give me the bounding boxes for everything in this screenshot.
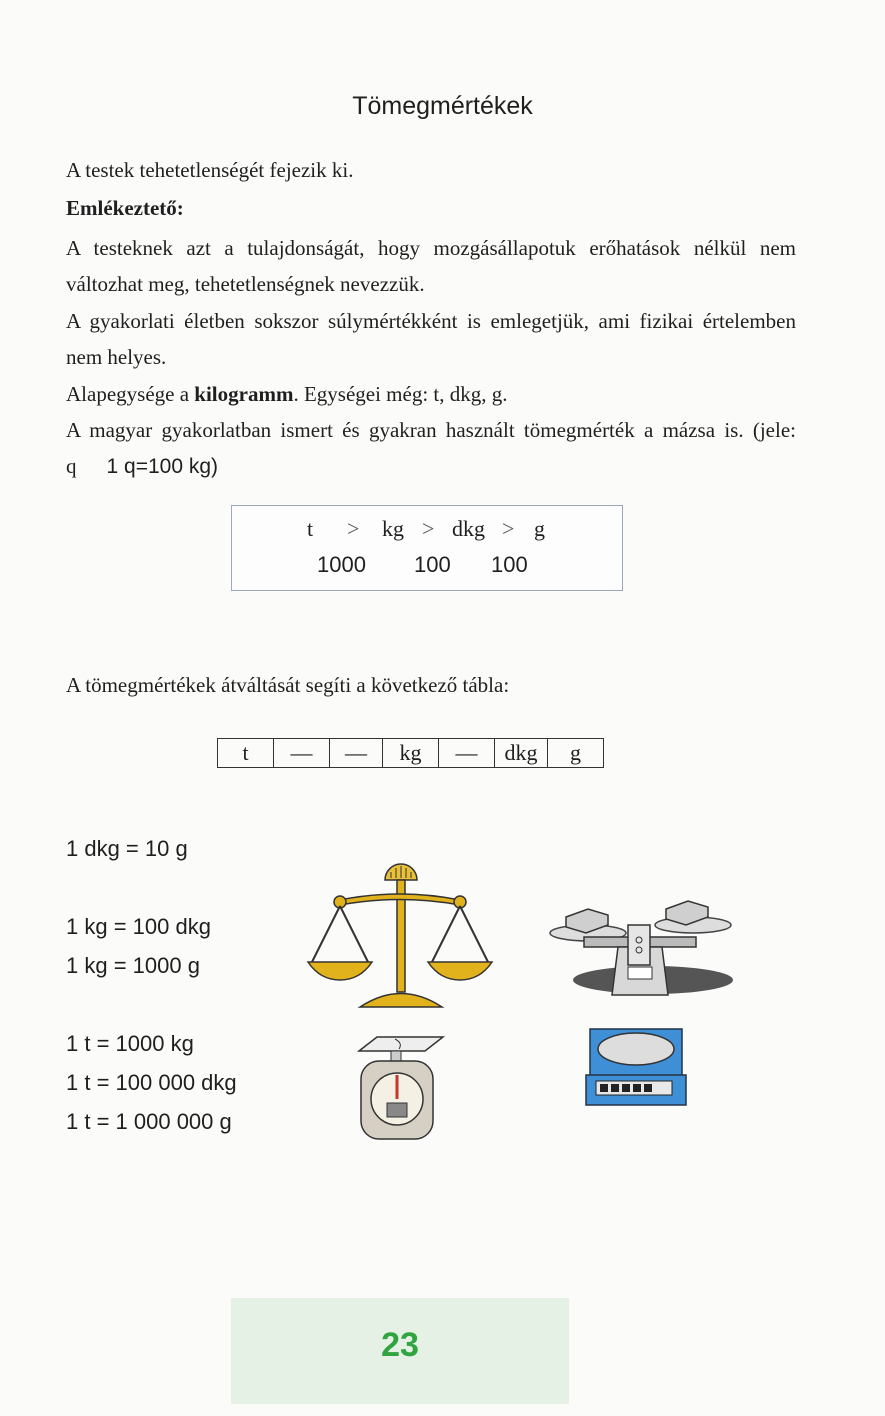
digital-scale-icon <box>584 1025 688 1107</box>
table-cell-t: t <box>218 739 274 768</box>
reminder-heading: Emlékeztető: <box>66 196 184 220</box>
kitchen-scale-icon <box>548 895 738 1005</box>
unit-dkg: dkg <box>452 516 485 541</box>
factor-dkg-g: 100 <box>491 552 528 577</box>
base-unit-prefix: Alapegysége a <box>66 382 195 406</box>
table-cell-blank-1: — <box>274 739 330 768</box>
equality-t-dkg: 1 t = 100 000 dkg <box>66 1070 237 1095</box>
unit-kg: kg <box>382 516 404 541</box>
unit-g: g <box>534 516 545 541</box>
balance-scale-icon <box>300 862 500 1012</box>
page-footer <box>231 1298 569 1404</box>
page-number: 23 <box>381 1326 419 1364</box>
quintal-text: A magyar gyakorlatban ismert és gyakran használt tömegmérték a mázsa is. (jele: q <box>66 418 796 478</box>
unit-gt-2: > <box>422 516 435 541</box>
base-unit-name: kilogramm <box>194 382 294 406</box>
paragraph-base-unit <box>66 376 796 412</box>
table-row <box>218 739 604 768</box>
equality-t-kg: 1 t = 1000 kg <box>66 1031 194 1056</box>
equality-dkg-g: 1 dkg = 10 g <box>66 836 188 861</box>
factor-t-kg: 1000 <box>317 552 366 577</box>
table-cell-blank-3: — <box>439 739 495 768</box>
equality-kg-dkg: 1 kg = 100 dkg <box>66 914 211 939</box>
quintal-equation: 1 q=100 kg) <box>106 455 219 478</box>
table-cell-g: g <box>548 739 604 768</box>
base-unit-suffix: . Egységei még: t, dkg, g. <box>293 382 508 406</box>
unit-gt-3: > <box>502 516 515 541</box>
page-title: Tömegmértékek <box>352 92 533 120</box>
equality-t-g: 1 t = 1 000 000 g <box>66 1109 232 1134</box>
unit-t: t <box>307 516 314 541</box>
table-cell-kg: kg <box>383 739 439 768</box>
table-cell-dkg: dkg <box>495 739 548 768</box>
paragraph-quintal <box>66 412 796 485</box>
table-cell-blank-2: — <box>330 739 383 768</box>
unit-gt-1: > <box>347 516 360 541</box>
paragraph-inertia: A testeknek azt a tulajdonságát, hogy mozgásállapotuk erőhatások nélkül nem változhat meg, tehetetlenségnek nevezzük. <box>66 236 796 296</box>
paragraph-weight: A gyakorlati életben sokszor súlymértékként is emlegetjük, ami fizikai értelemben nem helyes. <box>66 309 796 369</box>
conversion-table <box>217 738 604 768</box>
equality-kg-g: 1 kg = 1000 g <box>66 953 200 978</box>
factor-kg-dkg: 100 <box>414 552 451 577</box>
unit-order-box <box>231 505 623 591</box>
spring-scale-icon <box>355 1033 445 1141</box>
paragraph-intro: A testek tehetetlenségét fejezik ki. <box>66 158 354 182</box>
table-intro: A tömegmértékek átváltását segíti a következő tábla: <box>66 673 510 697</box>
